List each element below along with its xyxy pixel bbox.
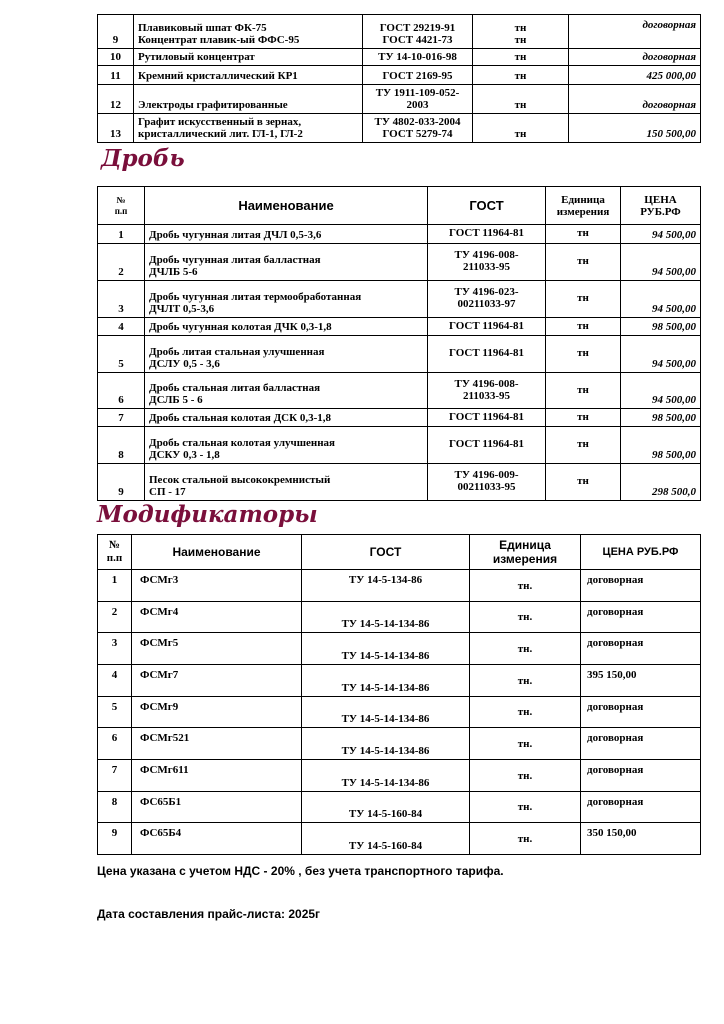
section-title-drob: Дробь xyxy=(101,145,185,172)
item-gost: ТУ 14-5-134-86 xyxy=(302,570,470,602)
table-row xyxy=(98,85,701,114)
item-gost: ТУ 14-5-14-134-86 xyxy=(302,633,470,665)
row-number: 1 xyxy=(98,570,132,602)
item-name: ФСМг9 xyxy=(132,697,302,728)
item-price: 350 150,00 xyxy=(581,823,701,855)
item-gost: ТУ 14-5-14-134-86 xyxy=(302,760,470,792)
table-row xyxy=(98,114,701,143)
item-unit: тн. xyxy=(470,665,581,697)
item-gost: ТУ 4196-009- 00211033-95 xyxy=(428,464,546,501)
item-price: договорная xyxy=(569,15,701,49)
item-gost: ГОСТ 11964-81 xyxy=(428,427,546,464)
header-name: Наименование xyxy=(145,187,428,225)
row-number: 7 xyxy=(98,409,145,427)
row-number: 6 xyxy=(98,728,132,760)
item-name: Дробь чугунная колотая ДЧК 0,3-1,8 xyxy=(145,318,428,336)
item-name: Дробь стальная колотая улучшенная ДСКУ 0,3 - 1,8 xyxy=(145,427,428,464)
table-row xyxy=(98,697,701,728)
item-unit: тн xyxy=(473,85,569,114)
table-header-row xyxy=(98,535,701,570)
row-number: 4 xyxy=(98,318,145,336)
item-price: договорная xyxy=(581,792,701,823)
row-number: 4 xyxy=(98,665,132,697)
item-name: Дробь литая стальная улучшенная ДСЛУ 0,5 - 3,6 xyxy=(145,336,428,373)
header-number: № п.п xyxy=(98,187,145,225)
item-price: договорная xyxy=(581,728,701,760)
table-row xyxy=(98,225,701,244)
item-gost: ГОСТ 11964-81 xyxy=(428,336,546,373)
item-unit: тн. xyxy=(470,792,581,823)
table-row xyxy=(98,760,701,792)
table-row xyxy=(98,281,701,318)
item-price: 298 500,0 xyxy=(621,464,701,501)
row-number: 9 xyxy=(98,823,132,855)
header-unit: Единица измерения xyxy=(546,187,621,225)
item-name: Плавиковый шпат ФК-75 Концентрат плавик-ый ФФС-95 xyxy=(134,15,363,49)
row-number: 2 xyxy=(98,602,132,633)
price-list-date: Дата составления прайс-листа: 2025г xyxy=(97,907,321,921)
item-gost: ГОСТ 11964-81 xyxy=(428,409,546,427)
item-price: 150 500,00 xyxy=(569,114,701,143)
item-unit: тн тн xyxy=(473,15,569,49)
item-name: Дробь чугунная литая ДЧЛ 0,5-3,6 xyxy=(145,225,428,244)
materials-table xyxy=(97,14,701,143)
item-price: 94 500,00 xyxy=(621,373,701,409)
item-price: договорная xyxy=(581,570,701,602)
row-number: 12 xyxy=(98,85,134,114)
item-price: договорная xyxy=(569,85,701,114)
item-price: договорная xyxy=(569,49,701,66)
item-unit: тн xyxy=(473,66,569,85)
table-row xyxy=(98,792,701,823)
header-gost: ГОСТ xyxy=(428,187,546,225)
item-name: Дробь стальная литая балластная ДСЛБ 5 - 6 xyxy=(145,373,428,409)
item-name: ФСМг5 xyxy=(132,633,302,665)
table-row xyxy=(98,373,701,409)
item-price: договорная xyxy=(581,760,701,792)
row-number: 8 xyxy=(98,427,145,464)
item-unit: тн. xyxy=(470,633,581,665)
item-price: 94 500,00 xyxy=(621,281,701,318)
table-row xyxy=(98,602,701,633)
row-number: 1 xyxy=(98,225,145,244)
item-gost: ТУ 14-5-160-84 xyxy=(302,792,470,823)
row-number: 7 xyxy=(98,760,132,792)
modifiers-table xyxy=(97,534,701,855)
item-gost: ГОСТ 2169-95 xyxy=(363,66,473,85)
item-gost: ГОСТ 11964-81 xyxy=(428,225,546,244)
item-name: Кремний кристаллический КР1 xyxy=(134,66,363,85)
item-name: Дробь чугунная литая термообработанная ДЧЛТ 0,5-3,6 xyxy=(145,281,428,318)
header-name: Наименование xyxy=(132,535,302,570)
section-title-modifiers: Модификаторы xyxy=(97,501,318,528)
item-name: ФСМг4 xyxy=(132,602,302,633)
item-unit: тн xyxy=(546,281,621,318)
item-gost: ТУ 4802-033-2004 ГОСТ 5279-74 xyxy=(363,114,473,143)
item-gost: ГОСТ 11964-81 xyxy=(428,318,546,336)
shot-table xyxy=(97,186,701,501)
table-row xyxy=(98,336,701,373)
item-unit: тн. xyxy=(470,602,581,633)
row-number: 6 xyxy=(98,373,145,409)
table-row xyxy=(98,427,701,464)
item-gost: ТУ 4196-023- 00211033-97 xyxy=(428,281,546,318)
item-name: Электроды графитированные xyxy=(134,85,363,114)
table-row xyxy=(98,633,701,665)
item-unit: тн. xyxy=(470,760,581,792)
item-unit: тн xyxy=(473,114,569,143)
item-gost: ТУ 1911-109-052- 2003 xyxy=(363,85,473,114)
row-number: 3 xyxy=(98,633,132,665)
row-number: 9 xyxy=(98,15,134,49)
item-name: Дробь стальная колотая ДСК 0,3-1,8 xyxy=(145,409,428,427)
row-number: 8 xyxy=(98,792,132,823)
row-number: 5 xyxy=(98,336,145,373)
item-price: договорная xyxy=(581,602,701,633)
item-unit: тн. xyxy=(470,823,581,855)
item-name: ФСМг611 xyxy=(132,760,302,792)
table-row xyxy=(98,665,701,697)
item-price: 425 000,00 xyxy=(569,66,701,85)
item-unit: тн xyxy=(546,409,621,427)
row-number: 13 xyxy=(98,114,134,143)
item-unit: тн. xyxy=(470,570,581,602)
item-price: 94 500,00 xyxy=(621,225,701,244)
item-price: 94 500,00 xyxy=(621,336,701,373)
header-gost: ГОСТ xyxy=(302,535,470,570)
item-price: 94 500,00 xyxy=(621,244,701,281)
table-row xyxy=(98,49,701,66)
item-unit: тн xyxy=(546,427,621,464)
item-unit: тн xyxy=(546,244,621,281)
item-price: 98 500,00 xyxy=(621,318,701,336)
item-price: 98 500,00 xyxy=(621,427,701,464)
row-number: 5 xyxy=(98,697,132,728)
row-number: 2 xyxy=(98,244,145,281)
table-row xyxy=(98,409,701,427)
table-row xyxy=(98,823,701,855)
table-row xyxy=(98,570,701,602)
item-name: ФС65Б1 xyxy=(132,792,302,823)
item-unit: тн. xyxy=(470,697,581,728)
header-price: ЦЕНА РУБ.РФ xyxy=(581,535,701,570)
vat-note: Цена указана с учетом НДС - 20% , без учета транспортного тарифа. xyxy=(97,864,504,878)
table-row xyxy=(98,728,701,760)
row-number: 10 xyxy=(98,49,134,66)
table-row xyxy=(98,244,701,281)
item-gost: ТУ 4196-008- 211033-95 xyxy=(428,244,546,281)
item-gost: ТУ 14-10-016-98 xyxy=(363,49,473,66)
item-gost: ТУ 14-5-160-84 xyxy=(302,823,470,855)
item-unit: тн xyxy=(546,318,621,336)
item-gost: ТУ 14-5-14-134-86 xyxy=(302,728,470,760)
item-name: Песок стальной высококремнистый СП - 17 xyxy=(145,464,428,501)
item-name: Графит искусственный в зернах, кристаллический лит. ГЛ-1, ГЛ-2 xyxy=(134,114,363,143)
row-number: 9 xyxy=(98,464,145,501)
item-unit: тн xyxy=(473,49,569,66)
table-row xyxy=(98,15,701,49)
table-row xyxy=(98,464,701,501)
item-price: договорная xyxy=(581,633,701,665)
item-unit: тн xyxy=(546,336,621,373)
row-number: 11 xyxy=(98,66,134,85)
item-name: ФСМг3 xyxy=(132,570,302,602)
item-gost: ТУ 14-5-14-134-86 xyxy=(302,665,470,697)
item-gost: ГОСТ 29219-91 ГОСТ 4421-73 xyxy=(363,15,473,49)
item-price: 98 500,00 xyxy=(621,409,701,427)
item-gost: ТУ 4196-008- 211033-95 xyxy=(428,373,546,409)
item-name: ФС65Б4 xyxy=(132,823,302,855)
item-price: договорная xyxy=(581,697,701,728)
item-price: 395 150,00 xyxy=(581,665,701,697)
item-name: ФСМг7 xyxy=(132,665,302,697)
item-unit: тн xyxy=(546,225,621,244)
item-unit: тн. xyxy=(470,728,581,760)
table-row xyxy=(98,318,701,336)
header-price: ЦЕНА РУБ.РФ xyxy=(621,187,701,225)
item-name: Дробь чугунная литая балластная ДЧЛБ 5-6 xyxy=(145,244,428,281)
header-unit: Единица измерения xyxy=(470,535,581,570)
table-header-row xyxy=(98,187,701,225)
item-unit: тн xyxy=(546,373,621,409)
item-unit: тн xyxy=(546,464,621,501)
item-gost: ТУ 14-5-14-134-86 xyxy=(302,602,470,633)
item-name: Рутиловый концентрат xyxy=(134,49,363,66)
header-number: № п.п xyxy=(98,535,132,570)
table-row xyxy=(98,66,701,85)
item-gost: ТУ 14-5-14-134-86 xyxy=(302,697,470,728)
row-number: 3 xyxy=(98,281,145,318)
item-name: ФСМг521 xyxy=(132,728,302,760)
